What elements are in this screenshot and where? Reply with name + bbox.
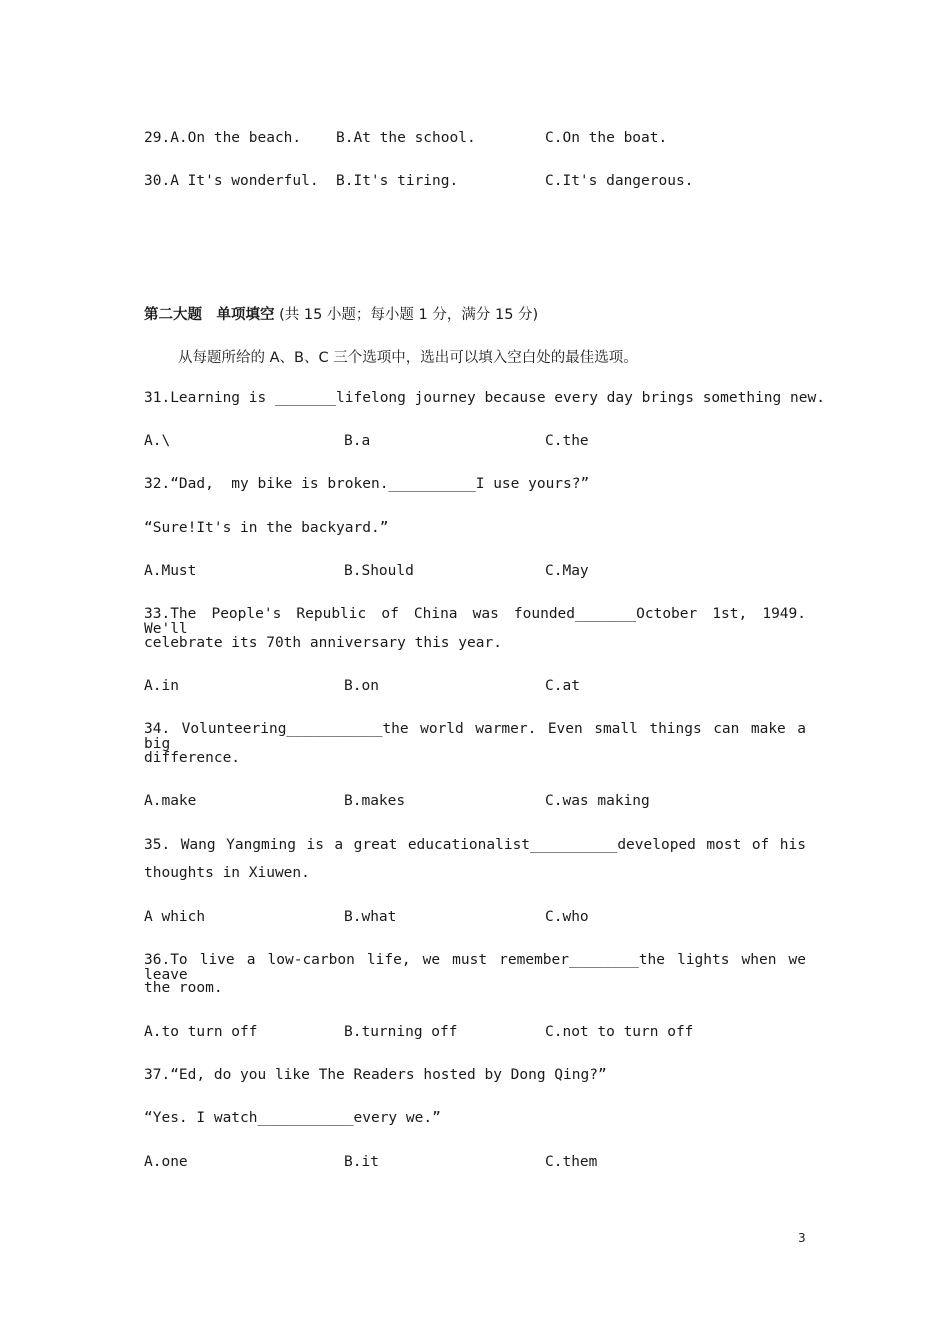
q32-option-b: B.Should xyxy=(344,563,414,579)
section-title-rest: (共 15 小题；每小题 1 分，满分 15 分) xyxy=(279,307,539,323)
q31-option-a: A.\ xyxy=(144,433,171,449)
q35-option-a: A which xyxy=(144,909,206,925)
q30-option-b: B.It's tiring. xyxy=(336,173,459,189)
q37-option-a: A.one xyxy=(144,1154,188,1170)
q32-reply: “Sure!It's in the backyard.” xyxy=(144,520,389,536)
q36-option-b: B.turning off xyxy=(344,1024,458,1040)
q35-stem-line2: thoughts in Xiuwen. xyxy=(144,865,310,881)
q36-option-c: C.not to turn off xyxy=(545,1024,694,1040)
q37-option-c: C.them xyxy=(545,1154,598,1170)
q37-stem: 37.“Ed, do you like The Readers hosted by Dong Qing?” xyxy=(144,1067,607,1083)
section-instruction: 从每题所给的 A、B、C 三个选项中，选出可以填入空白处的最佳选项。 xyxy=(178,350,638,366)
section-title xyxy=(144,303,538,324)
q31-option-c: C.the xyxy=(545,433,589,449)
q32-option-a: A.Must xyxy=(144,563,197,579)
q34-option-a: A.make xyxy=(144,793,197,809)
q31-option-b: B.a xyxy=(344,433,371,449)
q35-option-b: B.what xyxy=(344,909,397,925)
q34-option-b: B.makes xyxy=(344,793,406,809)
q29-option-a: 29.A.On the beach. xyxy=(144,130,302,146)
q30-option-c: C.It's dangerous. xyxy=(545,173,694,189)
q35-option-c: C.who xyxy=(545,909,589,925)
q33-option-b: B.on xyxy=(344,678,379,694)
q30-option-a: 30.A It's wonderful. xyxy=(144,173,319,189)
q36-stem-line2: the room. xyxy=(144,980,223,996)
q32-option-c: C.May xyxy=(545,563,589,579)
q37-option-b: B.it xyxy=(344,1154,379,1170)
q35-stem-line1: 35. Wang Yangming is a great educationalist__________developed most of his xyxy=(144,837,806,853)
page-number: 3 xyxy=(798,1231,806,1245)
q36-option-a: A.to turn off xyxy=(144,1024,258,1040)
q29-option-c: C.On the boat. xyxy=(545,130,668,146)
q33-option-c: C.at xyxy=(545,678,580,694)
section-title-bold: 第二大题 单项填空 xyxy=(144,307,275,323)
q29-option-b: B.At the school. xyxy=(336,130,476,146)
q37-reply: “Yes. I watch___________every we.” xyxy=(144,1110,441,1126)
q32-stem: 32.“Dad, my bike is broken.__________I use yours?” xyxy=(144,476,590,492)
q34-stem-line2: difference. xyxy=(144,750,241,766)
q33-option-a: A.in xyxy=(144,678,179,694)
q34-stem-line1: 34. Volunteering___________the world warmer. Even small things can make a big xyxy=(144,721,806,752)
q34-option-c: C.was making xyxy=(545,793,650,809)
q33-stem-line2: celebrate its 70th anniversary this year. xyxy=(144,635,502,651)
q31-stem: 31.Learning is _______lifelong journey because every day brings something new. xyxy=(144,390,825,406)
q36-stem-line1: 36.To live a low-carbon life, we must remember________the lights when we leave xyxy=(144,952,806,983)
q33-stem-line1: 33.The People's Republic of China was founded_______October 1st, 1949. We'll xyxy=(144,606,806,637)
